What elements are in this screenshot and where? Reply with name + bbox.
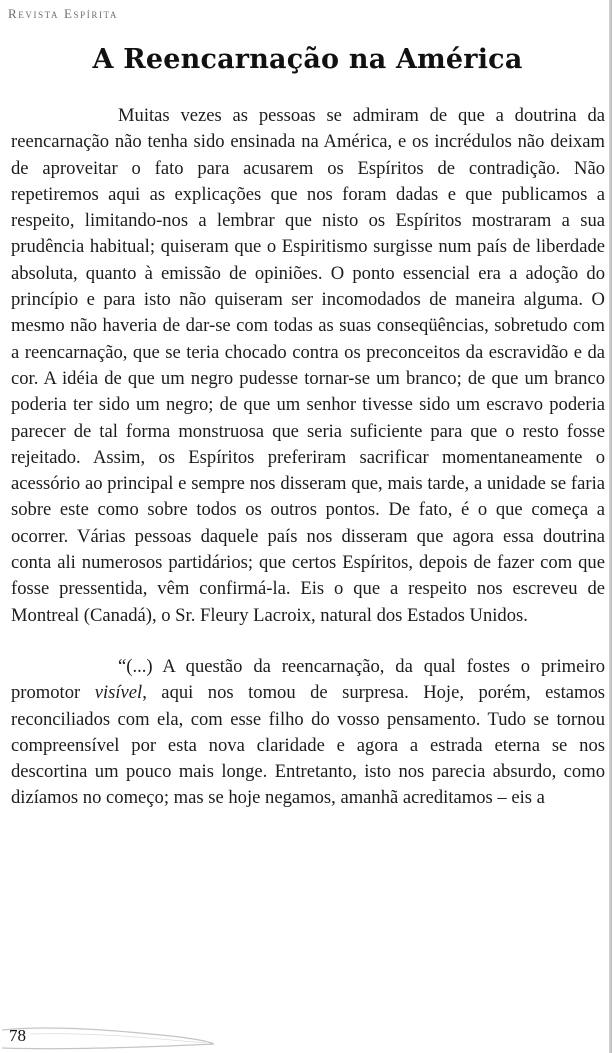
page-edge-rule (609, 0, 612, 1053)
article-title: A Reencarnação na América (92, 44, 523, 75)
paragraph-2-start: “(...) A questão da reencarnação, da qual fostes o primeiro promotor (11, 655, 605, 704)
paragraph-2 (11, 654, 605, 812)
paragraph-2-end: , aqui nos tomou de surpresa. Hoje, porém, estamos reconciliados com ela, com esse filho do vosso pensamento. Tudo se tornou compreensível por esta nova claridade e agora a estrada eterna se nos descortina um pouco mais longe. Entretanto, isto nos parecia absurdo, como dizíamos no começo; mas se hoje negamos, amanhã acreditamos – eis a (11, 682, 605, 809)
page-number: 78 (9, 1026, 26, 1045)
footer-swoosh-ornament (0, 1022, 220, 1052)
running-head: Revista Espírita (8, 6, 119, 21)
paragraph-2-emphasis: visível (94, 682, 143, 704)
paragraph-1: Muitas vezes as pessoas se admiram de que a doutrina da reencarnação não tenha sido ensinada na América, e os incrédulos não deixam de aproveitar o fato para acusarem os Espíritos de contradição. Não repetiremos aqui as explicações que nos foram dadas e que publicamos a respeito, limitando-nos a lembrar que nisto os Espíritos mostraram a sua prudência habitual; quiseram que o Espiritismo surgisse num país de liberdade absoluta, quanto à emissão de opiniões. O ponto essencial era a adoção do princípio e para isto não quiseram ser incomodados de maneira alguma. O mesmo não haveria de dar-se com todas as suas conseqüências, sobretudo com a reencarnação, que se teria chocado contra os preconceitos da escravidão e da cor. A idéia de que um negro pudesse tornar-se um branco; de que um branco poderia ter sido um negro; de que um senhor tivesse sido um escravo poderia parecer de tal forma monstruosa que seria suficiente para que o resto fosse rejeitado. Assim, os Espíritos preferiram sacrificar momentaneamente o acessório ao principal e sempre nos disseram que, mais tarde, a unidade se faria sobre este como sobre todos os outros pontos. De fato, é o que começa a ocorrer. Várias pessoas daquele país nos disseram que agora essa doutrina conta ali numerosos partidários; que certos Espíritos, depois de fazer com que fosse pressentida, vêm confirmá-la. Eis o que a respeito nos escreveu de Montreal (Canadá), o Sr. Fleury Lacroix, natural dos Estados Unidos. (11, 105, 605, 626)
article-body (11, 103, 605, 812)
